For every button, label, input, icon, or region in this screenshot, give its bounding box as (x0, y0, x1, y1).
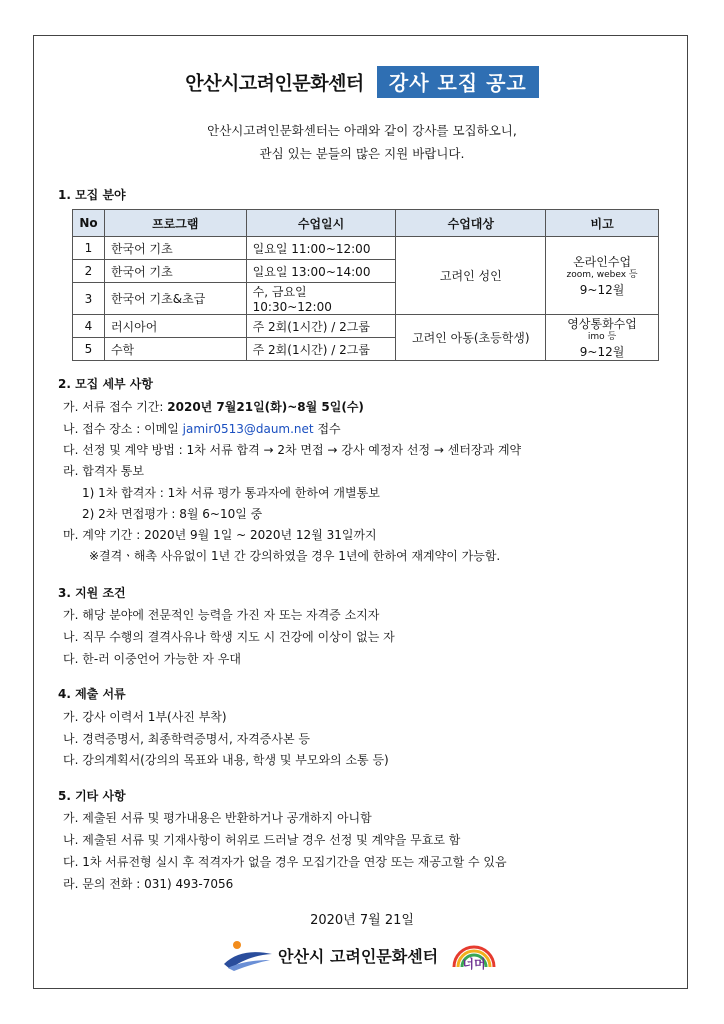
document-date: 2020년 7월 21일 (310, 913, 414, 928)
s3-item-c: 다. 한-러 이중언어 가능한 자 우대 (63, 652, 241, 666)
section-5-heading: 5. 기타 사항 (58, 789, 126, 803)
row-time: 수, 금요일 10:30~12:00 (246, 283, 396, 315)
header-no: No (73, 210, 105, 237)
title (0, 66, 724, 98)
s4-item-b: 나. 경력증명서, 최종학력증명서, 자격증사본 등 (63, 732, 310, 746)
s2-item-e: 마. 계약 기간 : 2020년 9월 1일 ~ 2020년 12월 31일까지 (63, 528, 377, 542)
header-time: 수업일시 (246, 210, 396, 237)
row-note (546, 315, 659, 361)
s2-b-suffix: 접수 (313, 422, 341, 436)
row-program: 한국어 기초 (104, 237, 246, 260)
s2-a-value: 2020년 7월21일(화)~8월 5일(수) (167, 400, 364, 414)
title-org: 안산시고려인문화센터 (185, 72, 364, 95)
row-program: 수학 (104, 338, 246, 361)
section-4-heading: 4. 제출 서류 (58, 687, 126, 701)
intro-line-2: 관심 있는 분들의 많은 지원 바랍니다. (259, 146, 465, 161)
s2-note: ※결격ㆍ해촉 사유없이 1년 간 강의하였을 경우 1년에 한하여 재계약이 가능함. (89, 549, 501, 563)
row-no: 4 (73, 315, 105, 338)
table-row (73, 237, 659, 260)
logo-text: 너머 (462, 957, 486, 971)
table-header-row (73, 210, 659, 237)
s4-item-a: 가. 강사 이력서 1부(사진 부착) (63, 710, 227, 724)
intro (0, 119, 724, 165)
program-table (72, 209, 659, 361)
note-period: 9~12월 (579, 345, 625, 359)
header-program: 프로그램 (104, 210, 246, 237)
s4-item-c: 다. 강의계획서(강의의 목표와 내용, 학생 및 부모와의 소통 등) (63, 753, 389, 767)
table-row (73, 315, 659, 338)
row-no: 1 (73, 237, 105, 260)
s2-a-label: 가. 서류 접수 기간: (63, 400, 168, 414)
header-target: 수업대상 (396, 210, 546, 237)
footer-name: 안산시 고려인문화센터 (278, 947, 439, 966)
s2-item-d2: 2) 2차 면접평가 : 8월 6~10일 중 (82, 507, 263, 521)
row-time: 주 2회(1시간) / 2그룹 (246, 315, 396, 338)
neomeo-logo-icon (450, 939, 498, 971)
s5-item-d: 라. 문의 전화 : 031) 493-7056 (63, 877, 234, 891)
row-note (546, 237, 659, 315)
row-no: 5 (73, 338, 105, 361)
section-3-heading: 3. 지원 조건 (58, 586, 126, 600)
s5-item-c: 다. 1차 서류전형 실시 후 적격자가 없을 경우 모집기간을 연장 또는 재공고할 수 있음 (63, 855, 507, 869)
s2-item-c: 다. 선정 및 계약 방법 : 1차 서류 합격 → 2차 면접 → 강사 예정자 선정 → 센터장과 계약 (63, 443, 522, 457)
s3-item-b: 나. 직무 수행의 결격사유나 학생 지도 시 건강에 이상이 없는 자 (63, 630, 395, 644)
s5-item-a: 가. 제출된 서류 및 평가내용은 반환하거나 공개하지 아니함 (63, 811, 372, 825)
email-link[interactable]: jamir0513@daum.net (182, 422, 314, 436)
row-no: 2 (73, 260, 105, 283)
s2-b-prefix: 나. 접수 장소 : 이메일 (63, 422, 183, 436)
s5-item-b: 나. 제출된 서류 및 기재사항이 허위로 드러날 경우 선정 및 계약을 무효로 함 (63, 833, 461, 847)
note-sub: imo 등 (587, 332, 617, 342)
row-program: 러시아어 (104, 315, 246, 338)
s2-item-d1: 1) 1차 합격자 : 1차 서류 평가 통과자에 한하여 개별통보 (82, 486, 380, 500)
note-main: 온라인수업 (573, 255, 632, 269)
note-sub: zoom, webex 등 (566, 270, 638, 280)
intro-line-1: 안산시고려인문화센터는 아래와 같이 강사를 모집하오니, (207, 123, 517, 138)
row-program: 한국어 기초 (104, 260, 246, 283)
note-main: 영상통화수업 (567, 317, 637, 331)
row-no: 3 (73, 283, 105, 315)
s2-item-d: 라. 합격자 통보 (63, 464, 144, 478)
center-logo-icon (222, 938, 274, 972)
header-note: 비고 (546, 210, 659, 237)
row-target: 고려인 성인 (396, 237, 546, 315)
section-2-heading: 2. 모집 세부 사항 (58, 377, 153, 391)
s2-item-a (63, 398, 364, 415)
section-1-heading: 1. 모집 분야 (58, 188, 126, 202)
note-period: 9~12월 (579, 283, 625, 297)
title-badge: 강사 모집 공고 (377, 66, 539, 98)
row-program: 한국어 기초&초급 (104, 283, 246, 315)
row-time: 일요일 13:00~14:00 (246, 260, 396, 283)
row-time: 일요일 11:00~12:00 (246, 237, 396, 260)
s3-item-a: 가. 해당 분야에 전문적인 능력을 가진 자 또는 자격증 소지자 (63, 608, 380, 622)
row-time: 주 2회(1시간) / 2그룹 (246, 338, 396, 361)
s2-item-b (63, 420, 341, 437)
row-target: 고려인 아동(초등학생) (396, 315, 546, 361)
